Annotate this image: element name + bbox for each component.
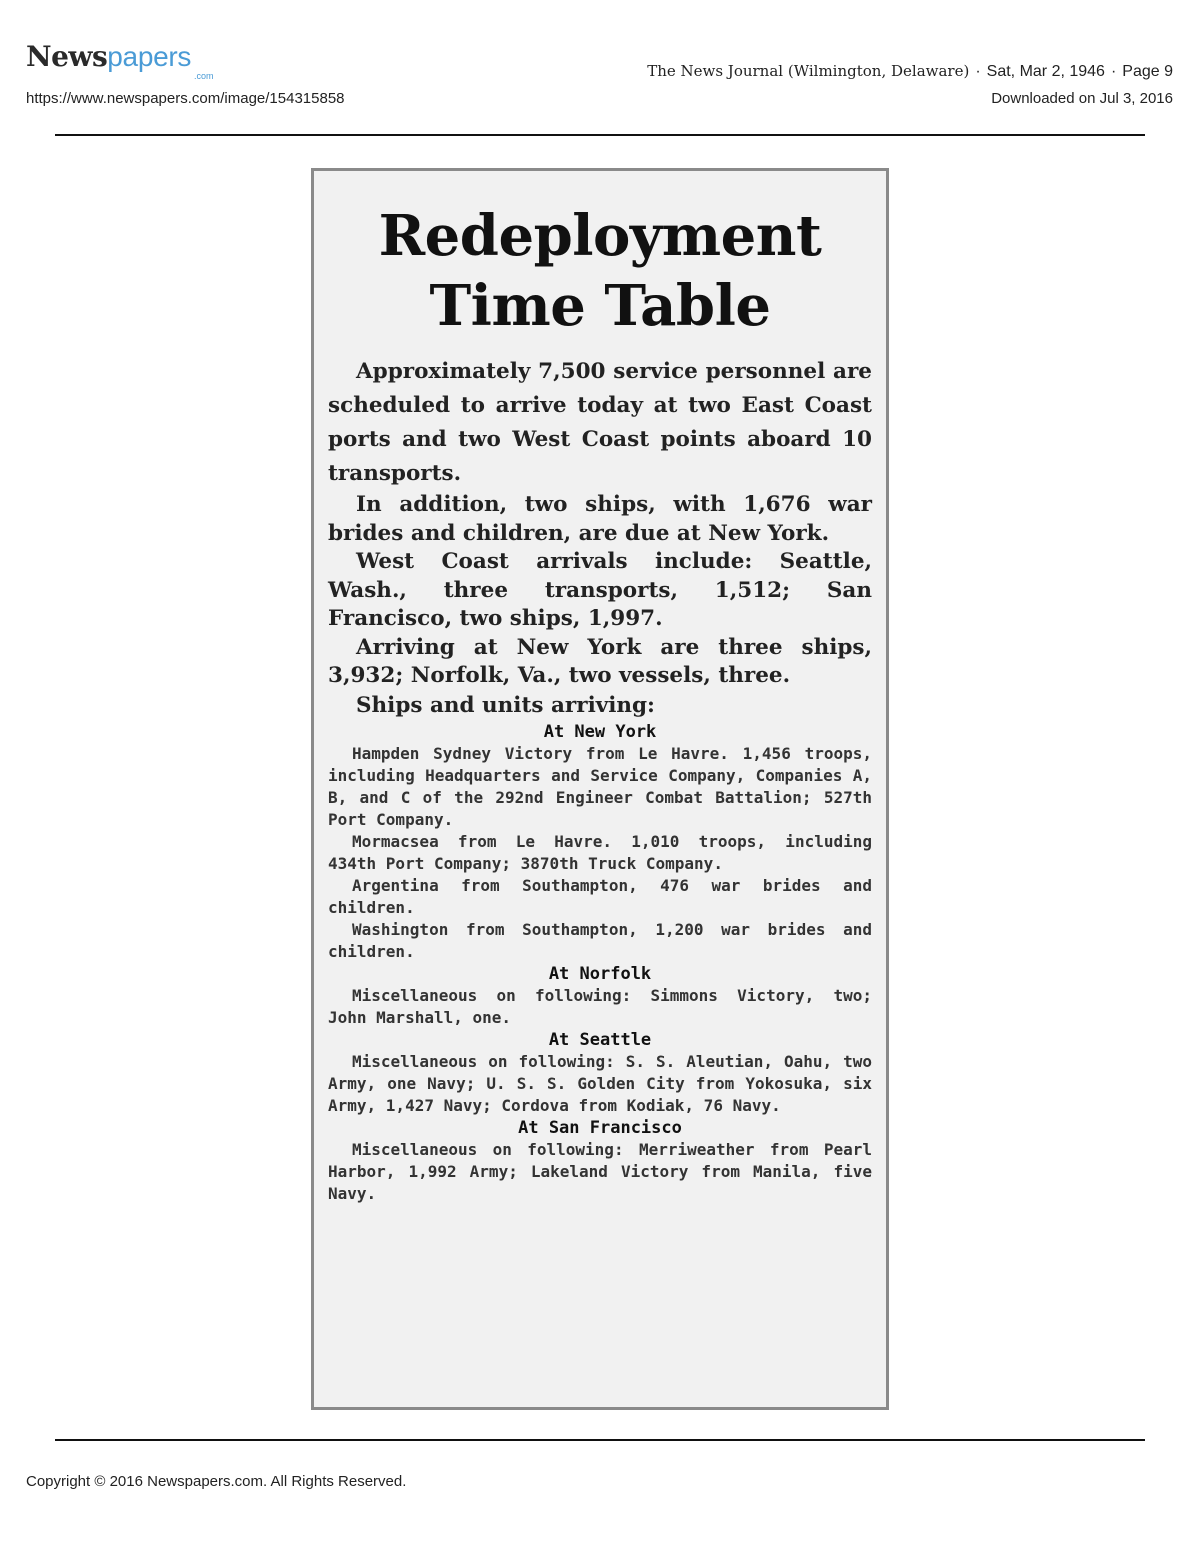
page-number: Page 9 xyxy=(1122,63,1173,80)
list-item: Miscellaneous on following: Simmons Victory, two; John Marshall, one. xyxy=(328,985,872,1027)
list-item: Miscellaneous on following: Merriweather from Pearl Harbor, 1,992 Army; Lakeland Victory from Manila, five Navy. xyxy=(328,1139,872,1203)
top-divider xyxy=(55,134,1145,136)
section-title: At Norfolk xyxy=(548,963,652,984)
lead-paragraph-3: West Coast arrivals include: Seattle, Wash., three transports, 1,512; San Francisco, two ships, 1,997. xyxy=(328,549,872,631)
section-san-francisco xyxy=(328,1117,872,1205)
lead-paragraph-4: Arriving at New York are three ships, 3,932; Norfolk, Va., two vessels, three. xyxy=(328,634,872,688)
bottom-divider xyxy=(55,1439,1145,1441)
list-item: Hampden Sydney Victory from Le Havre. 1,456 troops, including Headquarters and Service Company, Companies A, B, and C of the 292nd Engineer Combat Battalion; 527th Port Company. xyxy=(328,743,872,829)
list-item: Mormacsea from Le Havre. 1,010 troops, including 434th Port Company; 3870th Truck Company. xyxy=(328,831,872,873)
headline-line-1: Redeployment xyxy=(378,203,822,269)
article-headline xyxy=(328,201,872,341)
list-item: Washington from Southampton, 1,200 war brides and children. xyxy=(328,919,872,961)
copyright-notice: Copyright © 2016 Newspapers.com. All Rights Reserved. xyxy=(26,1473,407,1490)
section-title: At San Francisco xyxy=(518,1117,682,1138)
headline-line-2: Time Table xyxy=(429,273,771,339)
section-seattle xyxy=(328,1029,872,1117)
list-item: Argentina from Southampton, 476 war brides and children. xyxy=(328,875,872,917)
list-item: Miscellaneous on following: S. S. Aleutian, Oahu, two Army, one Navy; U. S. S. Golden City from Yokosuka, six Army, 1,427 Navy; Cordova from Kodiak, 76 Navy. xyxy=(328,1051,872,1115)
publication-info xyxy=(647,62,1173,81)
section-title: At New York xyxy=(543,721,657,742)
units-heading: Ships and units arriving: xyxy=(356,692,655,718)
article-lead xyxy=(328,355,872,691)
separator: · xyxy=(1110,63,1117,80)
image-url[interactable]: https://www.newspapers.com/image/154315858 xyxy=(26,90,345,107)
newspapers-logo[interactable] xyxy=(26,40,226,84)
newspaper-clipping xyxy=(311,168,889,1410)
section-new-york xyxy=(328,721,872,963)
lead-paragraph-2: In addition, two ships, with 1,676 war brides and children, are due at New York. xyxy=(328,492,872,546)
publication-name: The News Journal (Wilmington, Delaware) xyxy=(647,62,970,80)
downloaded-date: Downloaded on Jul 3, 2016 xyxy=(991,90,1173,107)
lead-paragraph-1: Approximately 7,500 service personnel are scheduled to arrive today at two East Coast ports and two West Coast points aboard 10 transports. xyxy=(328,359,872,486)
separator: · xyxy=(975,63,981,80)
section-norfolk xyxy=(328,963,872,1029)
logo-papers-text: papers xyxy=(107,41,192,72)
logo-com-text: .com xyxy=(194,71,214,81)
section-title: At Seattle xyxy=(548,1029,652,1050)
publication-date: Sat, Mar 2, 1946 xyxy=(986,63,1105,80)
logo-news-text: News xyxy=(26,40,108,73)
